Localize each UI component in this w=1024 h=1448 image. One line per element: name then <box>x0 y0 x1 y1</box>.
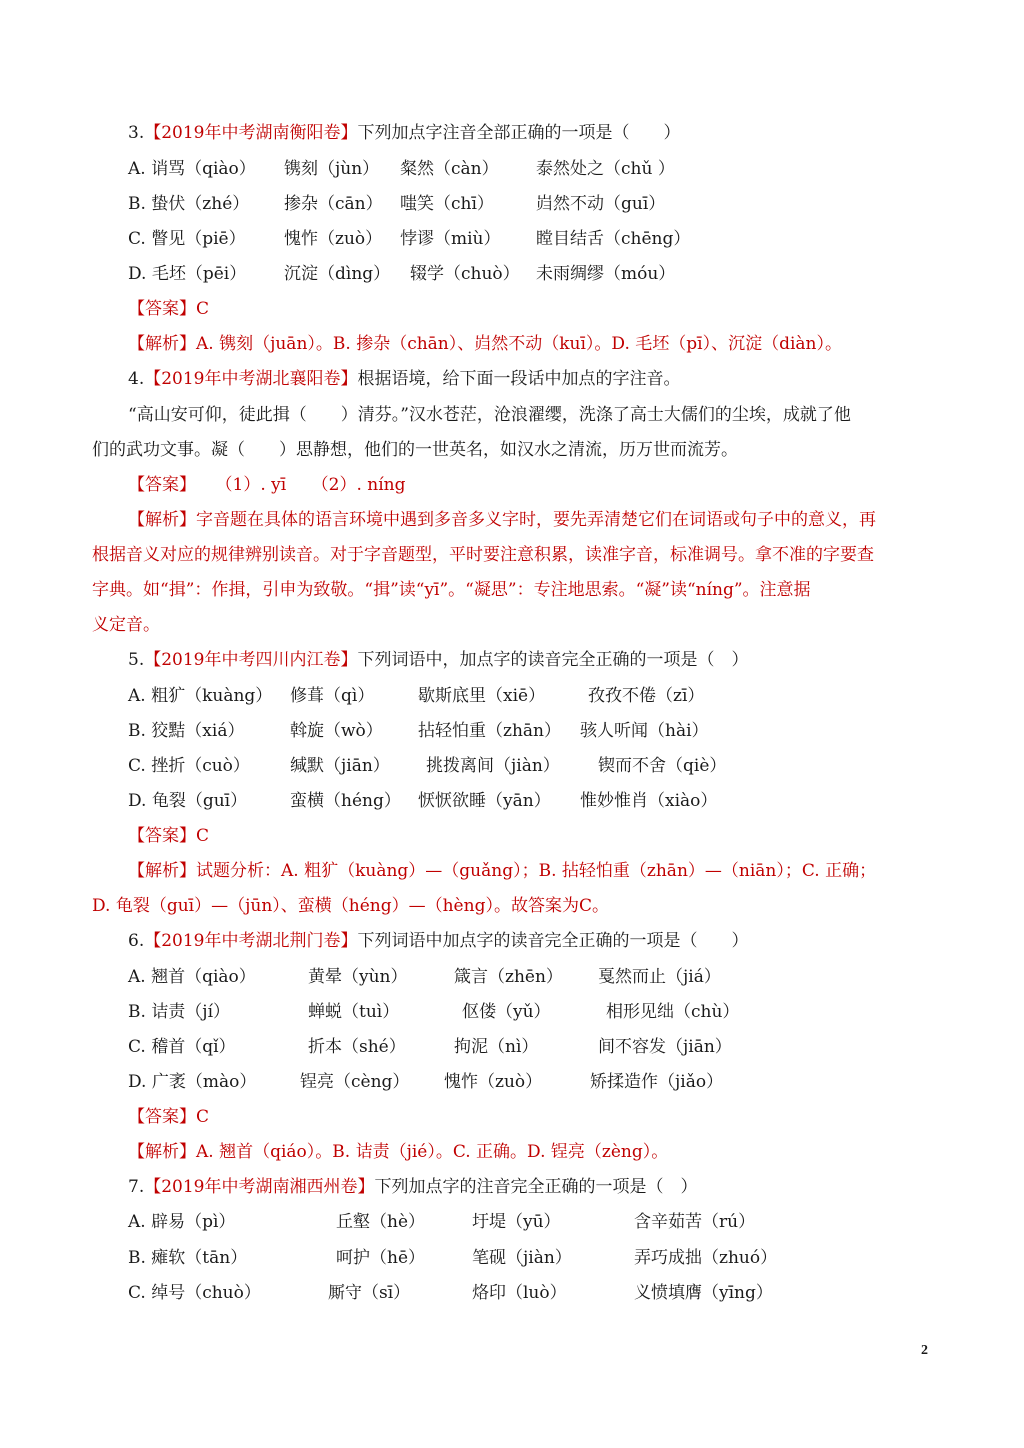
page-number: 2 <box>921 1343 928 1358</box>
option-item: 辍学（chuò） <box>410 264 520 284</box>
option-row <box>128 995 908 1030</box>
analysis-label: 【解析】 <box>128 334 196 354</box>
option-item: 弄巧成拙（zhuó） <box>634 1248 778 1268</box>
question-number: 5. <box>128 650 145 670</box>
answer-value: C <box>196 1107 210 1127</box>
option-row <box>128 1276 908 1311</box>
analysis-text: A. 翘首（qiáo）。B. 诘责（jié）。C. 正确。D. 锃亮（zèng）。 <box>196 1142 669 1162</box>
option-item: 悖谬（miù） <box>400 229 501 249</box>
question-number: 3. <box>128 123 145 143</box>
question-number: 4. <box>128 369 145 389</box>
analysis-line: 字典。如“揖”：作揖，引申为致敬。“揖”读“yī”。“凝思”：专注地思索。“凝”读“níng”。注意据 <box>92 580 811 600</box>
answer-label: 【答案】 <box>128 1107 196 1127</box>
question-stem: 下列加点字的注音完全正确的一项是（ ） <box>374 1177 698 1197</box>
question-stem: 下列词语中，加点字的读音完全正确的一项是（ ） <box>357 650 749 670</box>
option-item: 相形见绌（chù） <box>606 1002 740 1022</box>
option-item: 愧怍（zuò） <box>284 229 383 249</box>
option-item: 缄默（jiān） <box>290 756 390 776</box>
option-item: 沉淀（dìng） <box>284 264 391 284</box>
option-row <box>128 1241 908 1276</box>
source-tag: 【2019年中考湖北襄阳卷】 <box>144 369 358 389</box>
option-item: 瞠目结舌（chēng） <box>536 229 691 249</box>
answer-label: 【答案】 <box>128 475 196 495</box>
option-row <box>128 152 908 187</box>
question-stem: 下列词语中加点字的读音完全正确的一项是（ ） <box>357 931 749 951</box>
option-item: 拘泥（nì） <box>454 1037 539 1057</box>
option-item: C. 挫折（cuò） <box>128 756 250 776</box>
source-tag: 【2019年中考湖南湘西州卷】 <box>144 1177 375 1197</box>
source-tag: 【2019年中考湖北荆门卷】 <box>144 931 358 951</box>
analysis-text: 试题分析：A. 粗犷（kuàng）—（guǎng）；B. 拈轻怕重（zhān）—（niān）；C. 正确； <box>196 861 877 881</box>
option-item: D. 毛坯（pēi） <box>128 264 247 284</box>
answer-line <box>128 468 406 503</box>
option-row <box>128 187 908 222</box>
answer-label: 【答案】 <box>128 826 196 846</box>
option-item: A. 粗犷（kuàng） <box>128 686 273 706</box>
passage-line: 们的武功文事。凝（ ）思静想，他们的一世英名，如汉水之清流，历万世而流芳。 <box>92 440 738 460</box>
analysis-line <box>128 503 876 538</box>
option-item: 蛮横（héng） <box>290 791 401 811</box>
analysis-line <box>128 327 842 362</box>
option-item: C. 稽首（qǐ） <box>128 1037 236 1057</box>
option-item: 含辛茹苦（rú） <box>634 1212 756 1232</box>
answer-line <box>128 1100 209 1135</box>
question-6-header <box>128 924 749 959</box>
option-item: 伛偻（yǔ） <box>462 1002 551 1022</box>
option-item: 箴言（zhēn） <box>454 967 563 987</box>
question-5-header <box>128 643 749 678</box>
option-item: 蝉蜕（tuì） <box>308 1002 400 1022</box>
option-item: A. 翘首（qiào） <box>128 967 256 987</box>
option-row <box>128 749 908 784</box>
question-number: 6. <box>128 931 145 951</box>
option-item: 间不容发（jiān） <box>598 1037 732 1057</box>
answer-line <box>128 819 209 854</box>
option-row <box>128 1030 908 1065</box>
option-item: 恹恹欲睡（yān） <box>418 791 551 811</box>
question-number: 7. <box>128 1177 145 1197</box>
analysis-text: 字音题在具体的语言环境中遇到多音多义字时，要先弄清楚它们在词语或句子中的意义，再 <box>196 510 876 530</box>
option-item: 圩堤（yū） <box>472 1212 561 1232</box>
option-item: D. 龟裂（guī） <box>128 791 248 811</box>
question-stem: 根据语境，给下面一段话中加点的字注音。 <box>357 369 681 389</box>
analysis-line: 义定音。 <box>92 615 160 635</box>
option-item: 骇人听闻（hài） <box>580 721 709 741</box>
option-item: 黄晕（yùn） <box>308 967 408 987</box>
option-item: 挑拨离间（jiàn） <box>426 756 560 776</box>
option-row <box>128 960 908 995</box>
option-item: B. 蛰伏（zhé） <box>128 194 250 214</box>
option-row <box>128 1205 908 1240</box>
option-row <box>128 679 908 714</box>
option-item: 修葺（qì） <box>290 686 375 706</box>
analysis-line: 根据音义对应的规律辨别读音。对于字音题型，平时要注意积累，读准字音，标准调号。拿不准的字要查 <box>92 545 874 565</box>
option-item: 愧怍（zuò） <box>444 1072 543 1092</box>
option-item: 未雨绸缪（móu） <box>536 264 676 284</box>
analysis-label: 【解析】 <box>128 1142 196 1162</box>
source-tag: 【2019年中考湖南衡阳卷】 <box>144 123 358 143</box>
answer-value: C <box>196 299 210 319</box>
option-item: 丘壑（hè） <box>336 1212 426 1232</box>
analysis-line <box>128 1135 668 1170</box>
option-item: 泰然处之（chǔ ） <box>536 159 675 179</box>
option-item: 烙印（luò） <box>472 1283 567 1303</box>
analysis-label: 【解析】 <box>128 510 196 530</box>
option-item: 粲然（càn） <box>400 159 499 179</box>
option-item: C. 瞥见（piē） <box>128 229 246 249</box>
option-item: D. 广袤（mào） <box>128 1072 257 1092</box>
option-item: C. 绰号（chuò） <box>128 1283 261 1303</box>
option-item: 厮守（sī） <box>328 1283 411 1303</box>
option-item: 歇斯底里（xiē） <box>418 686 546 706</box>
option-item: 矫揉造作（jiǎo） <box>590 1072 724 1092</box>
option-row <box>128 222 908 257</box>
answer-label: 【答案】 <box>128 299 196 319</box>
question-3-header <box>128 116 681 151</box>
option-item: B. 瘫软（tān） <box>128 1248 248 1268</box>
passage-line: “高山安可仰，徒此揖（ ）清芬。”汉水苍茫，沧浪濯缨，洗涤了高士大儒们的尘埃，成就了他 <box>128 405 851 425</box>
option-item: 呵护（hē） <box>336 1248 426 1268</box>
option-item: 锃亮（cèng） <box>300 1072 410 1092</box>
option-item: 惟妙惟肖（xiào） <box>580 791 718 811</box>
option-item: 斡旋（wò） <box>290 721 383 741</box>
question-4-header <box>128 362 681 397</box>
analysis-line: D. 龟裂（guī）—（jūn）、蛮横（héng）—（hèng）。故答案为C。 <box>92 896 609 916</box>
option-item: 拈轻怕重（zhān） <box>418 721 561 741</box>
option-item: 镌刻（jùn） <box>284 159 380 179</box>
option-item: 义愤填膺（yīng） <box>634 1283 773 1303</box>
option-item: 戛然而止（jiá） <box>598 967 721 987</box>
option-row <box>128 257 908 292</box>
question-stem: 下列加点字注音全部正确的一项是（ ） <box>357 123 681 143</box>
option-item: A. 诮骂（qiào） <box>128 159 256 179</box>
option-row <box>128 1065 908 1100</box>
source-tag: 【2019年中考四川内江卷】 <box>144 650 358 670</box>
option-item: 岿然不动（guī） <box>536 194 666 214</box>
analysis-line <box>128 854 876 889</box>
answer-value: C <box>196 826 210 846</box>
option-item: 掺杂（cān） <box>284 194 383 214</box>
option-item: B. 诘责（jí） <box>128 1002 231 1022</box>
answer-value: （1）. yī （2）. níng <box>224 475 406 495</box>
answer-line <box>128 292 209 327</box>
question-7-header <box>128 1170 698 1205</box>
option-item: 嗤笑（chī） <box>400 194 494 214</box>
option-item: A. 辟易（pì） <box>128 1212 236 1232</box>
analysis-text: A. 镌刻（juān）。B. 掺杂（chān）、岿然不动（kuī）。D. 毛坯（pī）、沉淀（diàn）。 <box>196 334 842 354</box>
option-row <box>128 784 908 819</box>
option-item: B. 狡黠（xiá） <box>128 721 245 741</box>
option-item: 笔砚（jiàn） <box>472 1248 572 1268</box>
option-item: 孜孜不倦（zī） <box>588 686 705 706</box>
option-item: 折本（shé） <box>308 1037 406 1057</box>
analysis-label: 【解析】 <box>128 861 196 881</box>
option-item: 锲而不舍（qiè） <box>598 756 727 776</box>
option-row <box>128 714 908 749</box>
